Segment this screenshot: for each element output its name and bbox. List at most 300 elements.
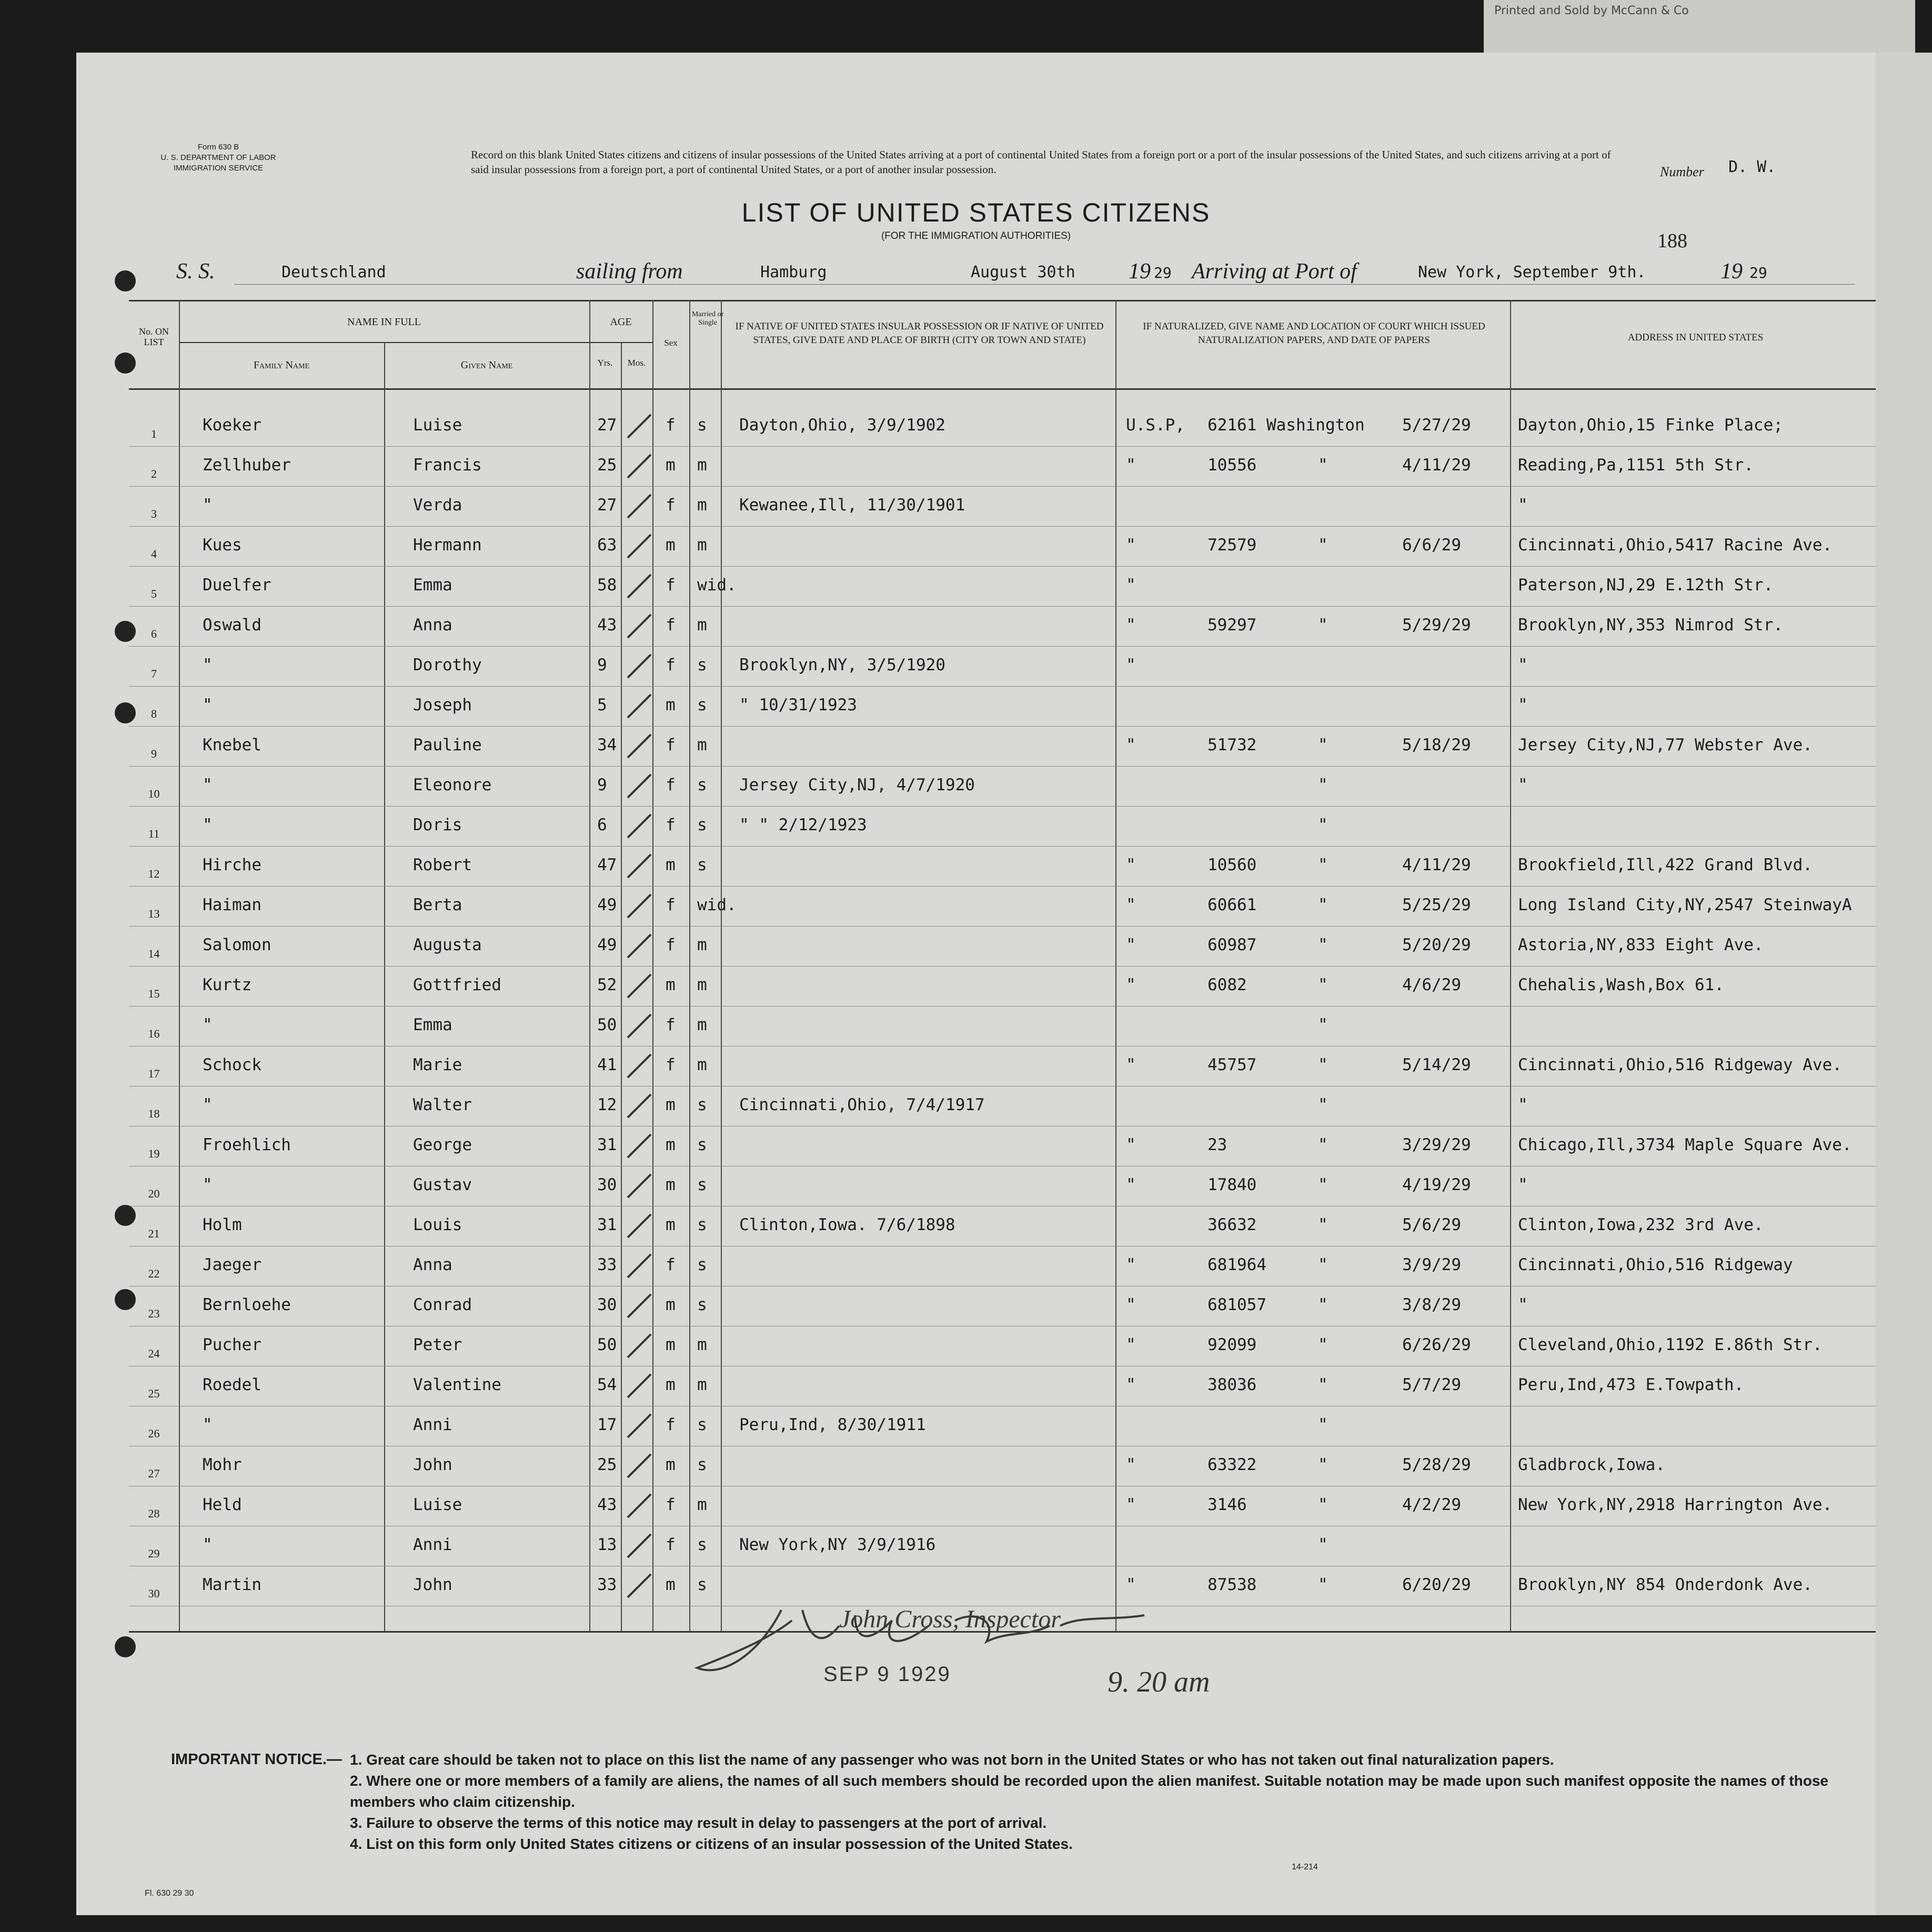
sex: f bbox=[666, 1535, 676, 1554]
marital-status: s bbox=[697, 1095, 707, 1114]
papers-date: 5/7/29 bbox=[1402, 1375, 1461, 1394]
check-mark-icon bbox=[623, 1490, 655, 1522]
header-naturalized: IF NATURALIZED, GIVE NAME AND LOCATION OF COURT WHICH ISSUED NATURALIZATION PAPERS, AND DATE OF PAPERS bbox=[1143, 321, 1485, 346]
check-mark-icon bbox=[623, 730, 655, 762]
given-name: Berta bbox=[413, 895, 462, 914]
marital-status: m bbox=[697, 1335, 707, 1354]
address: " bbox=[1518, 656, 1528, 675]
header-yrs: Yrs. bbox=[597, 358, 613, 368]
sex: m bbox=[666, 1375, 676, 1394]
row-number: 21 bbox=[148, 1227, 160, 1240]
papers-date: 3/8/29 bbox=[1402, 1295, 1461, 1314]
ss-label: S. S. bbox=[176, 259, 215, 284]
address: Brooklyn,NY 854 Onderdonk Ave. bbox=[1518, 1575, 1813, 1594]
age-years: 50 bbox=[597, 1015, 617, 1034]
row-number: 22 bbox=[148, 1267, 160, 1280]
sex: f bbox=[666, 656, 676, 675]
papers-date: 5/28/29 bbox=[1402, 1455, 1471, 1474]
arrival-port: New York, September 9th. bbox=[1418, 263, 1646, 281]
sex: m bbox=[666, 1335, 676, 1354]
certificate-number: 63322 bbox=[1208, 1455, 1257, 1474]
punch-hole bbox=[115, 1205, 136, 1226]
row-number: 18 bbox=[148, 1107, 160, 1120]
marital-status: s bbox=[697, 1135, 707, 1154]
certificate-number: 10556 bbox=[1208, 456, 1257, 475]
court-ditto: " bbox=[1318, 1055, 1328, 1074]
marital-status: s bbox=[697, 1215, 707, 1234]
age-years: 6 bbox=[597, 816, 607, 834]
court-ditto: " bbox=[1318, 1215, 1328, 1234]
age-years: 33 bbox=[597, 1575, 617, 1594]
papers-date: 4/11/29 bbox=[1402, 856, 1471, 874]
arrival-year: 29 bbox=[1749, 264, 1767, 281]
court-ditto: " bbox=[1318, 975, 1328, 994]
notice-item-3: 3. Failure to observe the terms of this notice may result in delay to passengers at the port of arrival. bbox=[350, 1815, 1047, 1831]
court: " bbox=[1126, 1295, 1136, 1314]
row-rule bbox=[129, 646, 1876, 647]
row-number: 30 bbox=[148, 1587, 160, 1600]
address: Clinton,Iowa,232 3rd Ave. bbox=[1518, 1215, 1764, 1234]
court: " bbox=[1126, 1495, 1136, 1514]
row-number: 29 bbox=[148, 1547, 160, 1560]
court: " bbox=[1126, 576, 1136, 595]
voyage-underline bbox=[234, 284, 1855, 285]
birth-place-date: Clinton,Iowa. 7/6/1898 bbox=[739, 1215, 955, 1234]
given-name: John bbox=[413, 1575, 452, 1594]
sex: f bbox=[666, 776, 676, 794]
signature-text: John Cross, Inspector bbox=[839, 1605, 1061, 1633]
address: Brooklyn,NY,353 Nimrod Str. bbox=[1518, 616, 1783, 635]
sex: f bbox=[666, 816, 676, 834]
age-years: 52 bbox=[597, 975, 617, 994]
row-rule bbox=[129, 1006, 1876, 1007]
certificate-number: 45757 bbox=[1208, 1055, 1257, 1074]
papers-date: 5/14/29 bbox=[1402, 1055, 1471, 1074]
given-name: Walter bbox=[413, 1095, 472, 1114]
age-years: 9 bbox=[597, 656, 607, 675]
sex: f bbox=[666, 1415, 676, 1434]
court-ditto: " bbox=[1318, 895, 1328, 914]
check-mark-icon bbox=[623, 410, 655, 442]
age-years: 54 bbox=[597, 1375, 617, 1394]
row-number: 19 bbox=[148, 1147, 160, 1160]
papers-date: 5/18/29 bbox=[1402, 736, 1471, 754]
family-name: Duelfer bbox=[203, 576, 271, 595]
given-name: Anna bbox=[413, 1255, 452, 1274]
given-name: Luise bbox=[413, 1495, 462, 1514]
sex: f bbox=[666, 1255, 676, 1274]
address: " bbox=[1518, 1295, 1528, 1314]
age-years: 31 bbox=[597, 1135, 617, 1154]
number-value: D. W. bbox=[1728, 158, 1776, 176]
certificate-number: 36632 bbox=[1208, 1215, 1257, 1234]
birth-place-date: Cincinnati,Ohio, 7/4/1917 bbox=[739, 1095, 985, 1114]
sex: f bbox=[666, 616, 676, 635]
court-ditto: " bbox=[1318, 1455, 1328, 1474]
given-name: Peter bbox=[413, 1335, 462, 1354]
age-years: 30 bbox=[597, 1295, 617, 1314]
marital-status: s bbox=[697, 776, 707, 794]
marital-status: s bbox=[697, 416, 707, 435]
sex: m bbox=[666, 1575, 676, 1594]
certificate-number: 17840 bbox=[1208, 1175, 1257, 1194]
court-ditto: " bbox=[1318, 1415, 1328, 1434]
papers-date: 5/27/29 bbox=[1402, 416, 1471, 435]
court-ditto: " bbox=[1318, 1375, 1328, 1394]
row-number: 13 bbox=[148, 907, 160, 920]
punch-hole bbox=[115, 1636, 136, 1657]
sheet-edge bbox=[1876, 53, 1932, 1915]
family-name: Roedel bbox=[203, 1375, 261, 1394]
court-ditto: " bbox=[1318, 536, 1328, 555]
birth-place-date: " " 2/12/1923 bbox=[739, 816, 867, 834]
court: " bbox=[1126, 935, 1136, 954]
marital-status: m bbox=[697, 536, 707, 555]
age-years: 17 bbox=[597, 1415, 617, 1434]
court-ditto: " bbox=[1318, 935, 1328, 954]
marital-status: m bbox=[697, 1055, 707, 1074]
address: New York,NY,2918 Harrington Ave. bbox=[1518, 1495, 1833, 1514]
marital-status: wid. bbox=[697, 895, 737, 914]
family-name: Froehlich bbox=[203, 1135, 291, 1154]
given-name: Verda bbox=[413, 496, 462, 515]
sex: m bbox=[666, 1215, 676, 1234]
age-years: 27 bbox=[597, 496, 617, 515]
sex: f bbox=[666, 416, 676, 435]
marital-status: m bbox=[697, 736, 707, 754]
header-bottom-border bbox=[129, 388, 1876, 390]
address: " bbox=[1518, 1175, 1528, 1194]
given-name: Emma bbox=[413, 576, 452, 595]
page-title: LIST OF UNITED STATES CITIZENS bbox=[741, 198, 1211, 227]
family-name: " bbox=[203, 656, 213, 675]
check-mark-icon bbox=[623, 690, 655, 722]
court: " bbox=[1126, 656, 1136, 675]
family-name: Hirche bbox=[203, 856, 261, 874]
row-number: 3 bbox=[151, 507, 157, 520]
sex: f bbox=[666, 736, 676, 754]
row-rule bbox=[129, 606, 1876, 607]
check-mark-icon bbox=[623, 610, 655, 642]
form-block bbox=[150, 142, 287, 174]
check-mark-icon bbox=[623, 1170, 655, 1202]
marital-status: m bbox=[697, 1375, 707, 1394]
row-rule bbox=[129, 566, 1876, 567]
papers-date: 3/29/29 bbox=[1402, 1135, 1471, 1154]
address: Cincinnati,Ohio,5417 Racine Ave. bbox=[1518, 536, 1833, 555]
address: " bbox=[1518, 496, 1528, 515]
certificate-number: 38036 bbox=[1208, 1375, 1257, 1394]
header-name-in-full: NAME IN FULL bbox=[347, 316, 421, 328]
col-divider-yrs bbox=[621, 342, 622, 1631]
header-address: ADDRESS IN UNITED STATES bbox=[1627, 332, 1764, 343]
birth-place-date: Dayton,Ohio, 3/9/1902 bbox=[739, 416, 945, 435]
row-rule bbox=[129, 686, 1876, 687]
court-ditto: " bbox=[1318, 1535, 1328, 1554]
arriving-label: Arriving at Port of bbox=[1192, 259, 1357, 284]
address: Chehalis,Wash,Box 61. bbox=[1518, 975, 1724, 994]
given-name: Augusta bbox=[413, 935, 482, 954]
row-rule bbox=[129, 886, 1876, 887]
header-mos: Mos. bbox=[627, 358, 646, 368]
row-number: 20 bbox=[148, 1187, 160, 1200]
sex: m bbox=[666, 456, 676, 475]
inspector-signature bbox=[681, 1578, 1313, 1726]
row-number: 2 bbox=[151, 467, 157, 480]
court: " bbox=[1126, 736, 1136, 754]
address: Gladbrock,Iowa. bbox=[1518, 1455, 1665, 1474]
given-name: John bbox=[413, 1455, 452, 1474]
court: " bbox=[1126, 456, 1136, 475]
court: " bbox=[1126, 856, 1136, 874]
row-number: 4 bbox=[151, 547, 157, 560]
address: Jersey City,NJ,77 Webster Ave. bbox=[1518, 736, 1813, 754]
instructions-text: Record on this blank United States citizens and citizens of insular possessions of the United States arriving at a port of continental United States from a foreign port or a port of the insular possessions of the United States, and such citizens arriving at a port of said insular possessions from a foreign port, a port of continental United States, or a port of another insular possession. bbox=[471, 148, 1611, 176]
court: " bbox=[1126, 895, 1136, 914]
family-name: " bbox=[203, 1415, 213, 1434]
family-name: " bbox=[203, 496, 213, 515]
sex: m bbox=[666, 696, 676, 715]
court: " bbox=[1126, 1575, 1136, 1594]
family-name: " bbox=[203, 776, 213, 794]
marital-status: m bbox=[697, 496, 707, 515]
birth-place-date: Kewanee,Ill, 11/30/1901 bbox=[739, 496, 965, 515]
ship-name: Deutschland bbox=[281, 263, 386, 281]
family-name: Held bbox=[203, 1495, 242, 1514]
check-mark-icon bbox=[623, 1530, 655, 1562]
row-number: 15 bbox=[148, 987, 160, 1000]
row-number: 1 bbox=[151, 427, 157, 440]
age-years: 25 bbox=[597, 1455, 617, 1474]
address: " bbox=[1518, 776, 1528, 794]
family-name: " bbox=[203, 816, 213, 834]
court-ditto: " bbox=[1318, 736, 1328, 754]
certificate-number: 92099 bbox=[1208, 1335, 1257, 1354]
age-years: 41 bbox=[597, 1055, 617, 1074]
family-name: " bbox=[203, 1015, 213, 1034]
row-rule bbox=[129, 766, 1876, 767]
papers-date: 4/11/29 bbox=[1402, 456, 1471, 475]
certificate-number: 681964 bbox=[1208, 1255, 1266, 1274]
col-divider-naturalized bbox=[1510, 300, 1511, 1631]
arrive-year-prefix: 19 bbox=[1720, 259, 1743, 284]
family-name: Salomon bbox=[203, 935, 271, 954]
age-years: 31 bbox=[597, 1215, 617, 1234]
punch-hole bbox=[115, 353, 136, 374]
sailing-label: sailing from bbox=[576, 259, 683, 284]
papers-date: 5/6/29 bbox=[1402, 1215, 1461, 1234]
age-years: 58 bbox=[597, 576, 617, 595]
given-name: George bbox=[413, 1135, 472, 1154]
sex: f bbox=[666, 576, 676, 595]
number-label: Number bbox=[1660, 164, 1704, 179]
age-years: 27 bbox=[597, 416, 617, 435]
papers-date: 5/25/29 bbox=[1402, 895, 1471, 914]
address: Reading,Pa,1151 5th Str. bbox=[1518, 456, 1754, 475]
age-years: 47 bbox=[597, 856, 617, 874]
sex: m bbox=[666, 1455, 676, 1474]
check-mark-icon bbox=[623, 930, 655, 962]
row-rule bbox=[129, 806, 1876, 807]
court-ditto: " bbox=[1318, 1495, 1328, 1514]
given-name: Francis bbox=[413, 456, 482, 475]
row-number: 14 bbox=[148, 947, 160, 960]
row-number: 28 bbox=[148, 1507, 160, 1520]
given-name: Anna bbox=[413, 616, 452, 635]
certificate-number: 72579 bbox=[1208, 536, 1257, 555]
row-number: 11 bbox=[148, 827, 160, 840]
given-name: Dorothy bbox=[413, 656, 482, 675]
age-years: 12 bbox=[597, 1095, 617, 1114]
court: " bbox=[1126, 1375, 1136, 1394]
row-rule bbox=[129, 846, 1876, 847]
check-mark-icon bbox=[623, 890, 655, 922]
family-name: Mohr bbox=[203, 1455, 242, 1474]
court: " bbox=[1126, 975, 1136, 994]
age-years: 9 bbox=[597, 776, 607, 794]
page-subtitle: (FOR THE IMMIGRATION AUTHORITIES) bbox=[881, 230, 1071, 242]
certificate-number: 60661 bbox=[1208, 895, 1257, 914]
marital-status: s bbox=[697, 856, 707, 874]
marital-status: s bbox=[697, 1455, 707, 1474]
marital-status: m bbox=[697, 1495, 707, 1514]
depart-year-prefix: 19 bbox=[1129, 259, 1151, 284]
family-name: " bbox=[203, 696, 213, 715]
printer-imprint: Printed and Sold by McCann & Co bbox=[1494, 4, 1689, 17]
birth-place-date: New York,NY 3/9/1916 bbox=[739, 1535, 936, 1554]
check-mark-icon bbox=[623, 810, 655, 842]
address: Astoria,NY,833 Eight Ave. bbox=[1518, 935, 1764, 954]
given-name: Anni bbox=[413, 1535, 452, 1554]
age-years: 34 bbox=[597, 736, 617, 754]
birth-place-date: Brooklyn,NY, 3/5/1920 bbox=[739, 656, 945, 675]
row-number: 12 bbox=[148, 867, 160, 880]
court-ditto: " bbox=[1318, 1095, 1328, 1114]
table-top-border bbox=[129, 300, 1876, 301]
check-mark-icon bbox=[623, 1330, 655, 1362]
certificate-number: 87538 bbox=[1208, 1575, 1257, 1594]
sex: m bbox=[666, 1135, 676, 1154]
marital-status: s bbox=[697, 656, 707, 675]
address: Dayton,Ohio,15 Finke Place; bbox=[1518, 416, 1783, 435]
given-name: Robert bbox=[413, 856, 472, 874]
age-years: 49 bbox=[597, 935, 617, 954]
certificate-number: 681057 bbox=[1208, 1295, 1266, 1314]
given-name: Joseph bbox=[413, 696, 472, 715]
court: " bbox=[1126, 616, 1136, 635]
court: U.S.P, bbox=[1126, 416, 1185, 435]
address: " bbox=[1518, 696, 1528, 715]
court-ditto: " bbox=[1318, 1255, 1328, 1274]
family-name: Knebel bbox=[203, 736, 261, 754]
row-rule bbox=[129, 726, 1876, 727]
check-mark-icon bbox=[623, 1370, 655, 1402]
court: " bbox=[1126, 1135, 1136, 1154]
family-name: Martin bbox=[203, 1575, 261, 1594]
given-name: Hermann bbox=[413, 536, 482, 555]
court-ditto: " bbox=[1318, 616, 1328, 635]
given-name: Pauline bbox=[413, 736, 482, 754]
given-name: Eleonore bbox=[413, 776, 492, 794]
court-ditto: " bbox=[1318, 856, 1328, 874]
notice-code: 14-214 bbox=[1292, 1863, 1318, 1871]
sex: f bbox=[666, 1015, 676, 1034]
notice-items bbox=[350, 1749, 1865, 1855]
court: " bbox=[1126, 1255, 1136, 1274]
check-mark-icon bbox=[623, 1130, 655, 1162]
given-name: Luise bbox=[413, 416, 462, 435]
row-number: 24 bbox=[148, 1347, 160, 1360]
age-years: 33 bbox=[597, 1255, 617, 1274]
row-number: 7 bbox=[151, 667, 157, 680]
row-rule bbox=[129, 446, 1876, 447]
certificate-number: 51732 bbox=[1208, 736, 1257, 754]
check-mark-icon bbox=[623, 1410, 655, 1442]
row-number: 6 bbox=[151, 627, 157, 640]
family-name: Schock bbox=[203, 1055, 261, 1074]
col-divider-no bbox=[179, 300, 180, 1631]
papers-date: 5/29/29 bbox=[1402, 616, 1471, 635]
age-years: 25 bbox=[597, 456, 617, 475]
check-mark-icon bbox=[623, 1450, 655, 1482]
marital-status: m bbox=[697, 456, 707, 475]
header-given-name: Given Name bbox=[460, 359, 513, 371]
court: " bbox=[1126, 1455, 1136, 1474]
address: Cleveland,Ohio,1192 E.86th Str. bbox=[1518, 1335, 1823, 1354]
court-ditto: " bbox=[1318, 816, 1328, 834]
row-number: 16 bbox=[148, 1027, 160, 1040]
age-years: 49 bbox=[597, 895, 617, 914]
departure-port: Hamburg bbox=[760, 263, 827, 281]
given-name: Louis bbox=[413, 1215, 462, 1234]
header-married-single: Married or Single bbox=[691, 310, 724, 327]
sex: m bbox=[666, 1095, 676, 1114]
marital-status: s bbox=[697, 1535, 707, 1554]
court-ditto: " bbox=[1318, 1135, 1328, 1154]
family-name: Bernloehe bbox=[203, 1295, 291, 1314]
header-sex: Sex bbox=[664, 338, 678, 348]
notice-item-1: 1. Great care should be taken not to place on this list the name of any passenger who was not born in the United States or who has not taken out final naturalization papers. bbox=[350, 1752, 1554, 1768]
punch-hole bbox=[115, 702, 136, 723]
check-mark-icon bbox=[623, 490, 655, 522]
given-name: Valentine bbox=[413, 1375, 501, 1394]
sex: m bbox=[666, 1295, 676, 1314]
check-mark-icon bbox=[623, 450, 655, 482]
col-divider-ms bbox=[721, 300, 722, 1631]
punch-hole bbox=[115, 270, 136, 291]
check-mark-icon bbox=[623, 570, 655, 602]
check-mark-icon bbox=[623, 970, 655, 1002]
papers-date: 6/6/29 bbox=[1402, 536, 1461, 555]
family-name: " bbox=[203, 1095, 213, 1114]
court: " bbox=[1126, 1335, 1136, 1354]
departure-date: August 30th bbox=[971, 263, 1075, 281]
marital-status: s bbox=[697, 1415, 707, 1434]
sex: f bbox=[666, 1495, 676, 1514]
sex: m bbox=[666, 856, 676, 874]
row-number: 27 bbox=[148, 1467, 160, 1480]
form-service: IMMIGRATION SERVICE bbox=[173, 164, 264, 173]
sex: f bbox=[666, 895, 676, 914]
family-name: Oswald bbox=[203, 616, 261, 635]
family-name: Holm bbox=[203, 1215, 242, 1234]
court-ditto: " bbox=[1318, 1295, 1328, 1314]
col-divider-native bbox=[1115, 300, 1116, 1631]
row-number: 17 bbox=[148, 1067, 160, 1080]
court-ditto: " bbox=[1318, 1175, 1328, 1194]
family-name: " bbox=[203, 1175, 213, 1194]
certificate-number: 3146 bbox=[1208, 1495, 1247, 1514]
